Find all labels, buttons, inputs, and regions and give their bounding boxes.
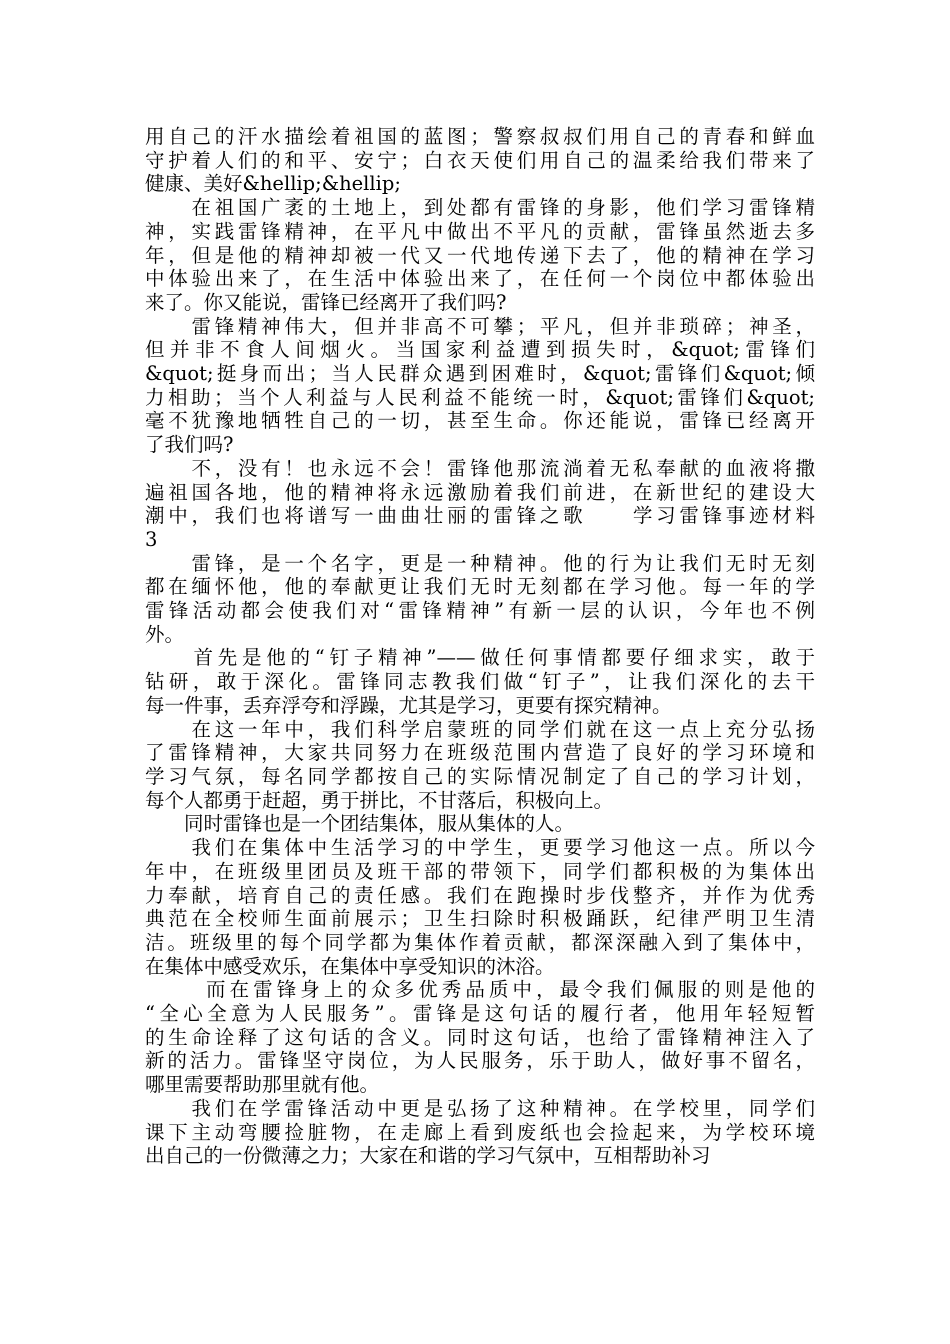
paragraph — [145, 196, 815, 315]
text-line: 学习气氛，每名同学都按自己的实际情况制定了自己的学习计划， — [145, 764, 815, 788]
text-line: “全心全意为人民服务”。雷锋是这句话的履行者，他用年轻短暂 — [145, 1002, 815, 1026]
text-line: 年中，在班级里团员及班干部的带领下，同学们都积极的为集体出 — [145, 859, 815, 883]
text-line: 健康、美好&hellip;&hellip; — [145, 172, 401, 196]
document-page — [145, 125, 815, 1168]
text-line: 在集体中感受欢乐，在集体中享受知识的沐浴。 — [145, 954, 555, 978]
paragraph — [145, 812, 815, 836]
text-line: 遍祖国各地，他的精神将永远激励着我们前进，在新世纪的建设大 — [145, 480, 815, 504]
text-line: 用自己的汗水描绘着祖国的蓝图；警察叔叔们用自己的青春和鲜血 — [145, 125, 815, 148]
text-line: 的生命诠释了这句话的含义。同时这句话，也给了雷锋精神注入了 — [145, 1025, 815, 1049]
text-line: 同时雷锋也是一个团结集体，服从集体的人。 — [145, 812, 575, 836]
text-line: 了雷锋精神，大家共同努力在班级范围内营造了良好的学习环境和 — [145, 741, 815, 765]
text-line: 了我们吗? — [145, 433, 234, 457]
text-line: 在这一年中，我们科学启蒙班的同学们就在这一点上充分弘扬 — [145, 717, 815, 741]
text-line: 不，没有！也永远不会！雷锋他那流淌着无私奉献的血液将撒 — [145, 456, 815, 480]
text-line: 首先是他的“钉子精神”——做任何事情都要仔细求实，敢于 — [145, 646, 815, 670]
paragraph — [145, 125, 815, 196]
text-line: 哪里需要帮助那里就有他。 — [145, 1073, 380, 1097]
text-line: 新的活力。雷锋坚守岗位，为人民服务，乐于助人，做好事不留名， — [145, 1049, 815, 1073]
text-line: 典范在全校师生面前展示；卫生扫除时积极踊跃，纪律严明卫生清 — [145, 907, 815, 931]
text-line: 但并非不食人间烟火。当国家利益遭到损失时，&quot;雷锋们 — [145, 338, 815, 362]
text-line: 3 — [145, 527, 158, 551]
text-line: 都在缅怀他，他的奉献更让我们无时无刻都在学习他。每一年的学 — [145, 575, 815, 599]
text-line: 年，但是他的精神却被一代又一代地传递下去了，他的精神在学习 — [145, 243, 815, 267]
text-line: 雷锋活动都会使我们对“雷锋精神”有新一层的认识，今年也不例 — [145, 599, 815, 623]
paragraph — [145, 457, 815, 552]
text-line: 雷锋，是一个名字，更是一种精神。他的行为让我们无时无刻 — [145, 551, 815, 575]
text-line: 钻研，敢于深化。雷锋同志教我们做“钉子”，让我们深化的去干 — [145, 670, 815, 694]
text-line: 课下主动弯腰捡脏物，在走廊上看到废纸也会捡起来，为学校环境 — [145, 1120, 815, 1144]
paragraph — [145, 315, 815, 457]
text-line: 力相助；当个人利益与人民利益不能统一时，&quot;雷锋们&quot; — [145, 385, 815, 409]
paragraph — [145, 978, 815, 1097]
text-line: 来了。你又能说，雷锋已经离开了我们吗? — [145, 290, 507, 314]
text-line: 我们在集体中生活学习的中学生，更要学习他这一点。所以今 — [145, 836, 815, 860]
text-line: 雷锋精神伟大，但并非高不可攀；平凡，但并非琐碎；神圣， — [145, 314, 815, 338]
text-line: 洁。班级里的每个同学都为集体作着贡献，都深深融入到了集体中， — [145, 930, 815, 954]
text-line: 潮中，我们也将谱写一曲曲壮丽的雷锋之歌 学习雷锋事迹材料 — [145, 504, 815, 528]
text-line: 毫不犹豫地牺牲自己的一切，甚至生命。你还能说，雷锋已经离开 — [145, 409, 815, 433]
text-line: 每个人都勇于赶超，勇于拼比，不甘落后，积极向上。 — [145, 788, 614, 812]
text-line: 在祖国广袤的土地上，到处都有雷锋的身影，他们学习雷锋精 — [145, 196, 815, 220]
text-line: 守护着人们的和平、安宁；白衣天使们用自己的温柔给我们带来了 — [145, 148, 815, 172]
paragraph — [145, 646, 815, 717]
text-line: 而在雷锋身上的众多优秀品质中，最令我们佩服的则是他的 — [145, 978, 815, 1002]
text-line: 我们在学雷锋活动中更是弘扬了这种精神。在学校里，同学们 — [145, 1096, 815, 1120]
paragraph — [145, 836, 815, 978]
text-line: &quot;挺身而出；当人民群众遇到困难时，&quot;雷锋们&quot;倾 — [145, 362, 815, 386]
text-line: 出自己的一份微薄之力；大家在和谐的学习气氛中，互相帮助补习 — [145, 1144, 711, 1168]
text-line: 神，实践雷锋精神，在平凡中做出不平凡的贡献，雷锋虽然逝去多 — [145, 219, 815, 243]
text-line: 力奉献，培育自己的责任感。我们在跑操时步伐整齐，并作为优秀 — [145, 883, 815, 907]
paragraph — [145, 718, 815, 813]
paragraph — [145, 552, 815, 647]
paragraph — [145, 1097, 815, 1168]
text-line: 外。 — [145, 622, 185, 646]
text-line: 中体验出来了，在生活中体验出来了，在任何一个岗位中都体验出 — [145, 267, 815, 291]
text-line: 每一件事，丢弃浮夸和浮躁，尤其是学习，更要有探究精神。 — [145, 693, 672, 717]
